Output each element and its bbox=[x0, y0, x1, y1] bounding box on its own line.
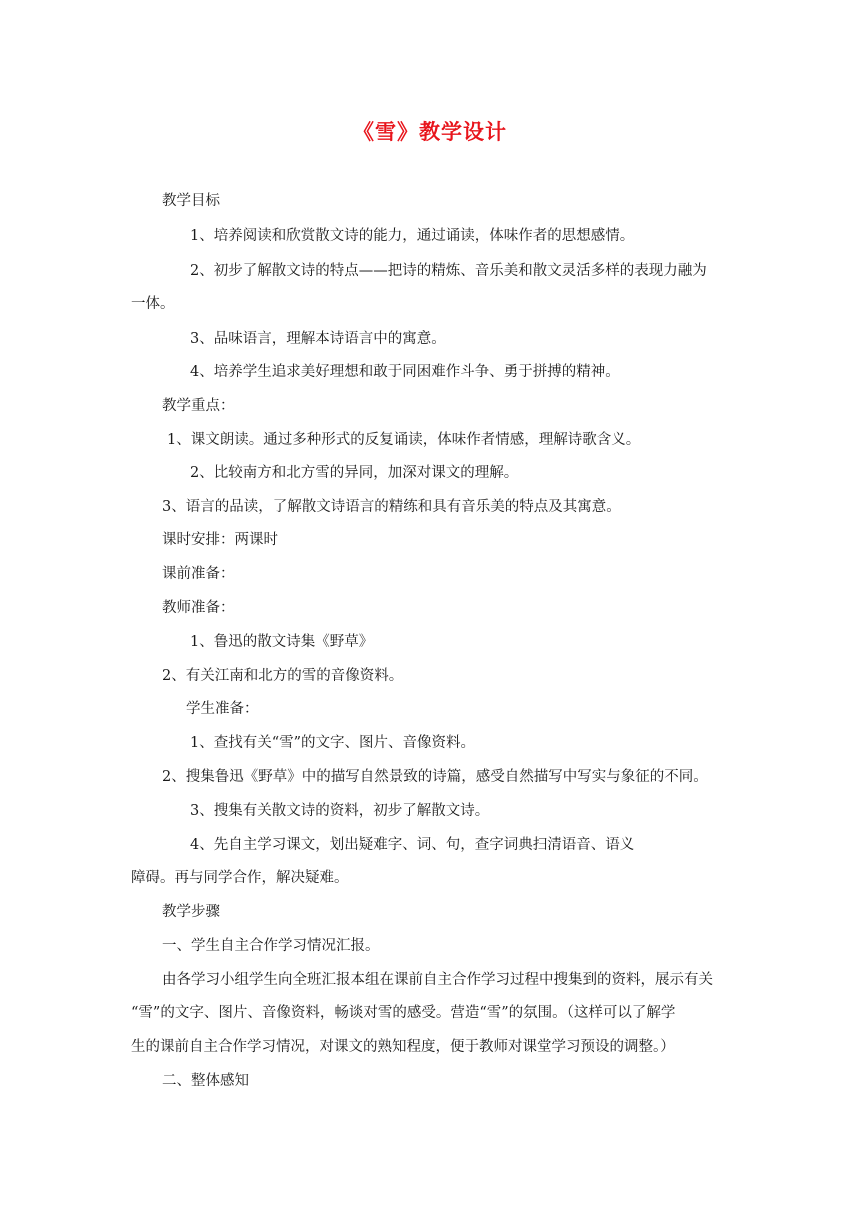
section-heading-key-points: 教学重点： bbox=[162, 398, 235, 414]
step-1-paragraph-line-2: “雪”的文字、图片、音像资料，畅谈对雪的感受。营造“雪”的氛围。（这样可以了解学 bbox=[131, 1005, 676, 1021]
student-prep-item-1: 1、查找有关“雪”的文字、图片、音像资料。 bbox=[190, 735, 476, 751]
teacher-prep-item-1: 1、鲁迅的散文诗集《野草》 bbox=[190, 634, 374, 650]
step-2-heading: 二、整体感知 bbox=[162, 1073, 249, 1089]
step-1-heading: 一、学生自主合作学习情况汇报。 bbox=[162, 938, 380, 954]
student-prep-item-4-continued: 障碍。再与同学合作，解决疑难。 bbox=[131, 870, 349, 886]
key-point-1: 1、课文朗读。通过多种形式的反复诵读，体味作者情感，理解诗歌含义。 bbox=[167, 432, 641, 448]
key-point-2: 2、比较南方和北方雪的异同，加深对课文的理解。 bbox=[190, 465, 519, 481]
objective-item-1: 1、培养阅读和欣赏散文诗的能力，通过诵读，体味作者的思想感情。 bbox=[190, 228, 635, 244]
schedule-line: 课时安排：两课时 bbox=[162, 532, 278, 548]
section-heading-preparation: 课前准备： bbox=[162, 566, 235, 582]
objective-item-2-continued: 一体。 bbox=[131, 296, 175, 312]
student-prep-item-4: 4、先自主学习课文，划出疑难字、词、句，查字词典扫清语音、语义 bbox=[190, 837, 635, 853]
section-heading-steps: 教学步骤 bbox=[162, 904, 220, 920]
step-1-paragraph-line-1: 由各学习小组学生向全班汇报本组在课前自主合作学习过程中搜集到的资料，展示有关 bbox=[162, 972, 713, 988]
student-prep-item-2: 2、搜集鲁迅《野草》中的描写自然景致的诗篇，感受自然描写中写实与象征的不同。 bbox=[162, 769, 708, 785]
objective-item-4: 4、培养学生追求美好理想和敢于同困难作斗争、勇于拼搏的精神。 bbox=[190, 364, 620, 380]
student-preparation-heading: 学生准备： bbox=[186, 701, 259, 717]
teacher-preparation-heading: 教师准备： bbox=[162, 600, 235, 616]
teacher-prep-item-2: 2、有关江南和北方的雪的音像资料。 bbox=[162, 668, 404, 684]
student-prep-item-3: 3、搜集有关散文诗的资料，初步了解散文诗。 bbox=[190, 803, 490, 819]
step-1-paragraph-line-3: 生的课前自主合作学习情况，对课文的熟知程度，便于教师对课堂学习预设的调整。） bbox=[131, 1039, 675, 1055]
key-point-3: 3、语言的品读，了解散文诗语言的精练和具有音乐美的特点及其寓意。 bbox=[162, 499, 621, 515]
document-title: 《雪》教学设计 bbox=[353, 120, 507, 144]
section-heading-objectives: 教学目标 bbox=[162, 193, 220, 209]
objective-item-2: 2、初步了解散文诗的特点——把诗的精炼、音乐美和散文灵活多样的表现力融为 bbox=[190, 263, 707, 279]
objective-item-3: 3、品味语言，理解本诗语言中的寓意。 bbox=[190, 331, 446, 347]
